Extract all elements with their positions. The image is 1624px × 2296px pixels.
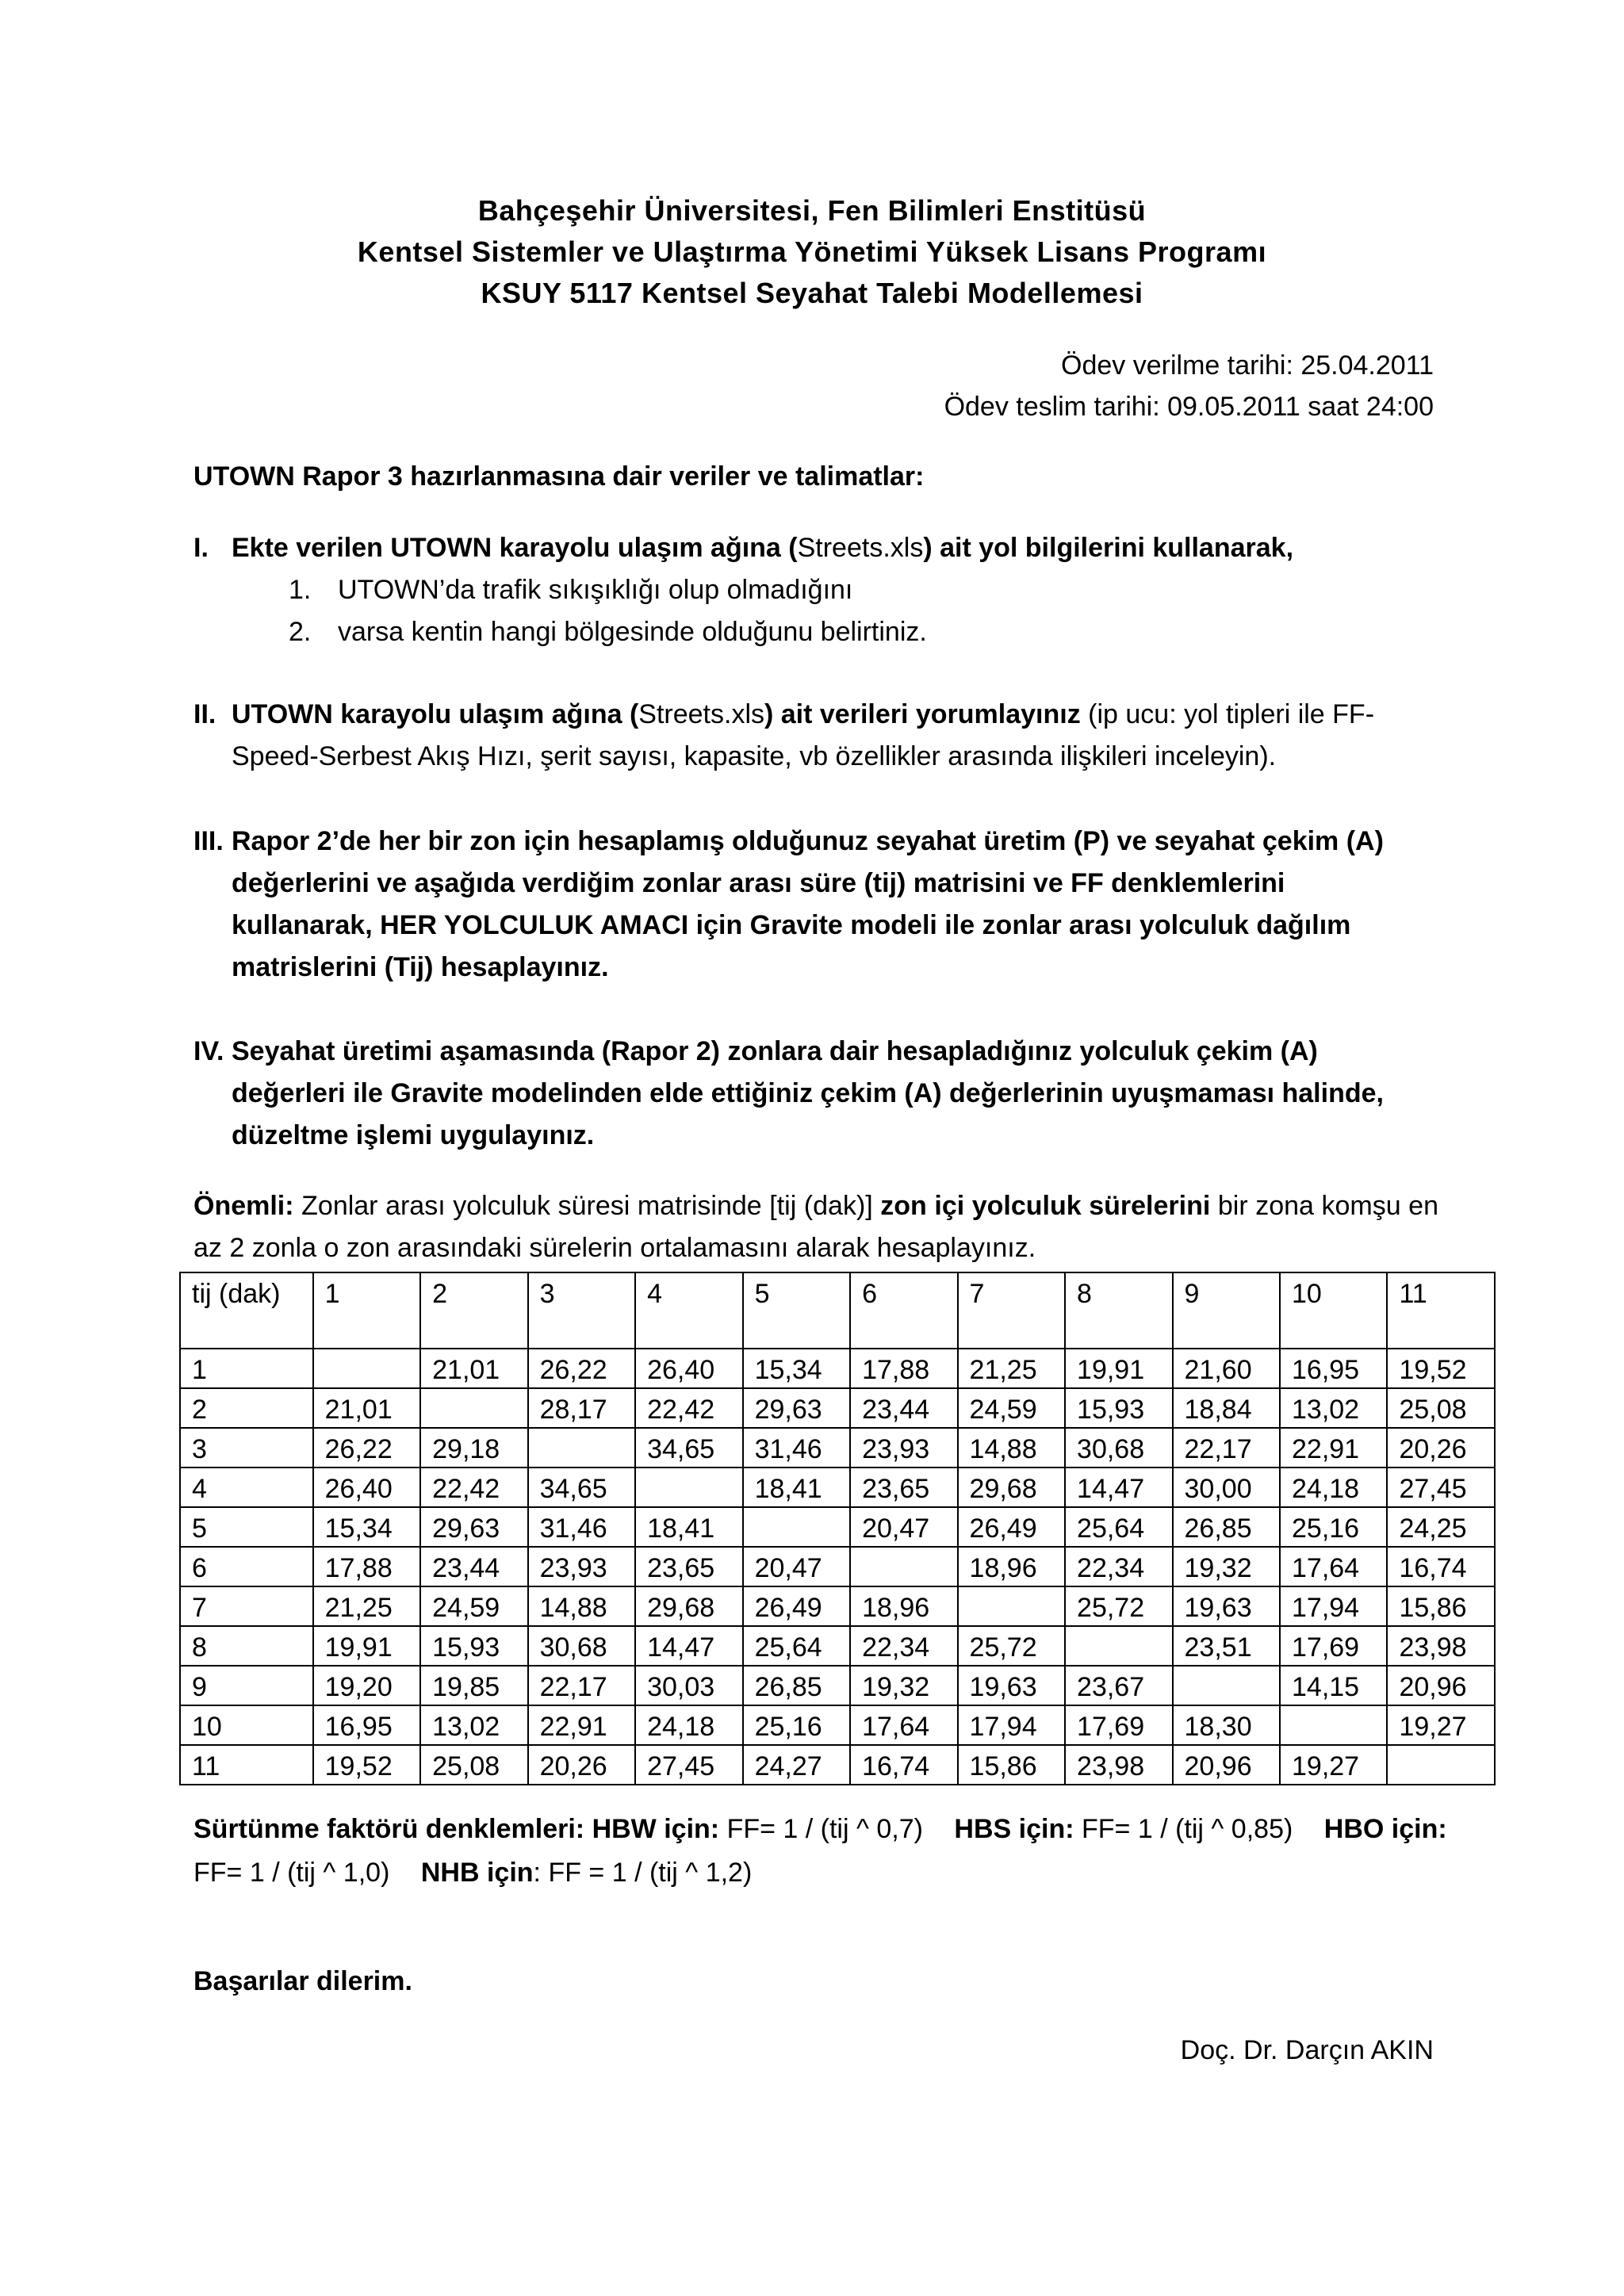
table-cell: 31,46 (743, 1428, 850, 1468)
table-cell: 25,08 (420, 1745, 527, 1785)
table-cell: 19,27 (1280, 1745, 1387, 1785)
hbs-label: HBS için: (954, 1814, 1074, 1844)
table-cell: 15,86 (1387, 1586, 1495, 1626)
note-emphasis: zon içi yolculuk sürelerini (880, 1191, 1211, 1221)
list-text: UTOWN’da trafik sıkışıklığı olup olmadığını (338, 575, 853, 605)
table-cell: 22,34 (850, 1626, 957, 1666)
table-cell: 25,16 (1280, 1507, 1387, 1547)
table-cell: 18,30 (1173, 1705, 1280, 1745)
table-cell: 23,93 (850, 1428, 957, 1468)
hbs-equation: FF= 1 / (tij ^ 0,85) (1082, 1814, 1293, 1844)
table-cell: 17,88 (850, 1349, 957, 1388)
table-cell (1065, 1626, 1172, 1666)
header-course: KSUY 5117 Kentsel Seyahat Talebi Modellemesi (481, 277, 1143, 309)
table-cell: 20,96 (1173, 1745, 1280, 1785)
table-cell: 23,98 (1065, 1745, 1172, 1785)
table-cell: 26,49 (958, 1507, 1065, 1547)
row-header: 4 (180, 1468, 313, 1507)
table-cell: 30,68 (528, 1626, 635, 1666)
row-header: 5 (180, 1507, 313, 1547)
table-cell: 17,64 (1280, 1547, 1387, 1586)
row-header: 3 (180, 1428, 313, 1468)
section-2 (193, 694, 1431, 778)
table-row (180, 1666, 1495, 1705)
column-header: 1 (313, 1272, 420, 1349)
table-cell: 19,52 (313, 1745, 420, 1785)
intro-heading: UTOWN Rapor 3 hazırlanmasına dair veriler ve talimatlar: (193, 461, 925, 492)
section-text: UTOWN karayolu ulaşım ağına ( (232, 699, 639, 729)
table-cell: 21,25 (313, 1586, 420, 1626)
table-cell: 26,22 (528, 1349, 635, 1388)
table-cell (743, 1507, 850, 1547)
note-label: Önemli: (193, 1191, 294, 1221)
table-cell: 16,95 (1280, 1349, 1387, 1388)
table-row (180, 1626, 1495, 1666)
nhb-label: NHB için (420, 1858, 534, 1888)
table-cell: 34,65 (528, 1468, 635, 1507)
table-cell: 19,85 (420, 1666, 527, 1705)
column-header: 7 (958, 1272, 1065, 1349)
list-item (193, 611, 1431, 653)
table-cell (1173, 1666, 1280, 1705)
section-4 (193, 1031, 1431, 1157)
table-cell (528, 1428, 635, 1468)
table-cell: 27,45 (635, 1745, 742, 1785)
table-cell: 19,27 (1387, 1705, 1495, 1745)
signature: Doç. Dr. Darçın AKIN (1180, 2035, 1434, 2065)
table-cell: 29,63 (743, 1388, 850, 1428)
table-corner-cell: tij (dak) (180, 1272, 313, 1349)
table-cell: 25,16 (743, 1705, 850, 1745)
table-cell: 21,01 (420, 1349, 527, 1388)
table-cell: 14,15 (1280, 1666, 1387, 1705)
table-header-row (180, 1272, 1495, 1349)
column-header: 2 (420, 1272, 527, 1349)
table-cell: 16,74 (850, 1745, 957, 1785)
column-header: 5 (743, 1272, 850, 1349)
file-name: Streets.xls (638, 699, 764, 729)
row-header: 8 (180, 1626, 313, 1666)
table-cell: 20,26 (528, 1745, 635, 1785)
section-3 (193, 821, 1431, 989)
table-cell: 24,25 (1387, 1507, 1495, 1547)
table-cell: 30,03 (635, 1666, 742, 1705)
table-cell: 20,47 (850, 1507, 957, 1547)
table-cell: 19,32 (850, 1666, 957, 1705)
table-cell: 25,64 (743, 1626, 850, 1666)
table-cell: 22,42 (635, 1388, 742, 1428)
table-cell: 28,17 (528, 1388, 635, 1428)
header-program: Kentsel Sistemler ve Ulaştırma Yönetimi Yüksek Lisans Programı (357, 235, 1267, 268)
table-cell: 22,42 (420, 1468, 527, 1507)
table-cell: 22,17 (528, 1666, 635, 1705)
table-cell: 15,93 (1065, 1388, 1172, 1428)
table-cell: 27,45 (1387, 1468, 1495, 1507)
row-header: 9 (180, 1666, 313, 1705)
column-header: 11 (1387, 1272, 1495, 1349)
column-header: 4 (635, 1272, 742, 1349)
table-cell: 25,72 (1065, 1586, 1172, 1626)
table-cell: 17,88 (313, 1547, 420, 1586)
table-cell: 17,94 (1280, 1586, 1387, 1626)
section-text: ) ait verileri yorumlayınız (764, 699, 1081, 729)
sub-list (193, 569, 1431, 653)
table-cell: 25,08 (1387, 1388, 1495, 1428)
table-cell: 26,40 (313, 1468, 420, 1507)
table-cell (420, 1388, 527, 1428)
section-text: ) ait yol bilgilerini kullanarak, (923, 533, 1294, 563)
table-cell: 21,01 (313, 1388, 420, 1428)
column-header: 8 (1065, 1272, 1172, 1349)
table-cell: 23,65 (635, 1547, 742, 1586)
table-cell: 19,32 (1173, 1547, 1280, 1586)
table-cell (958, 1586, 1065, 1626)
table-cell: 14,88 (958, 1428, 1065, 1468)
friction-factor-equations (193, 1808, 1462, 1895)
table-cell: 29,68 (635, 1586, 742, 1626)
table-cell: 15,93 (420, 1626, 527, 1666)
table-cell: 17,94 (958, 1705, 1065, 1745)
table-cell: 24,18 (1280, 1468, 1387, 1507)
table-cell: 17,64 (850, 1705, 957, 1745)
section-1 (193, 527, 1431, 653)
table-row (180, 1428, 1495, 1468)
table-cell: 23,93 (528, 1547, 635, 1586)
table-cell: 29,68 (958, 1468, 1065, 1507)
table-cell: 22,91 (528, 1705, 635, 1745)
table-cell: 19,63 (958, 1666, 1065, 1705)
hbo-label: HBO için: (1323, 1814, 1447, 1844)
table-cell: 20,96 (1387, 1666, 1495, 1705)
column-header: 9 (1173, 1272, 1280, 1349)
table-row (180, 1547, 1495, 1586)
friction-label: Sürtünme faktörü denklemleri: (193, 1814, 585, 1844)
table-cell (1387, 1745, 1495, 1785)
table-cell (635, 1468, 742, 1507)
table-cell: 31,46 (528, 1507, 635, 1547)
row-header: 7 (180, 1586, 313, 1626)
travel-time-matrix (179, 1272, 1496, 1785)
note-text: bir zona komşu en az 2 zonla o zon arasındaki sürelerin ortalamasını alarak hesaplayınız. (193, 1191, 1438, 1263)
table-cell: 18,41 (635, 1507, 742, 1547)
table-cell: 14,47 (635, 1626, 742, 1666)
date-given: Ödev verilme tarihi: 25.04.2011 (1061, 350, 1434, 381)
table-cell: 23,44 (420, 1547, 527, 1586)
row-header: 6 (180, 1547, 313, 1586)
table-cell: 26,40 (635, 1349, 742, 1388)
table-cell: 13,02 (420, 1705, 527, 1745)
table-cell: 23,67 (1065, 1666, 1172, 1705)
section-number: III. (193, 826, 224, 856)
table-row (180, 1388, 1495, 1428)
table-cell: 15,34 (743, 1349, 850, 1388)
table-cell: 14,88 (528, 1586, 635, 1626)
row-header: 10 (180, 1705, 313, 1745)
table-cell: 22,34 (1065, 1547, 1172, 1586)
table-cell: 24,59 (958, 1388, 1065, 1428)
section-number: II. (193, 699, 216, 729)
hbw-equation: FF= 1 / (tij ^ 0,7) (726, 1814, 923, 1844)
column-header: 6 (850, 1272, 957, 1349)
section-number: I. (193, 533, 209, 563)
table-cell: 22,91 (1280, 1428, 1387, 1468)
important-note (193, 1185, 1438, 1269)
column-header: 3 (528, 1272, 635, 1349)
table-cell: 19,63 (1173, 1586, 1280, 1626)
header-university: Bahçeşehir Üniversitesi, Fen Bilimleri Enstitüsü (477, 194, 1147, 227)
table-cell: 30,68 (1065, 1428, 1172, 1468)
table-cell: 19,52 (1387, 1349, 1495, 1388)
table-cell: 29,63 (420, 1507, 527, 1547)
table-cell: 24,18 (635, 1705, 742, 1745)
closing-remark: Başarılar dilerim. (193, 1966, 412, 1996)
list-text: varsa kentin hangi bölgesinde olduğunu belirtiniz. (338, 617, 927, 647)
table-cell: 22,17 (1173, 1428, 1280, 1468)
row-header: 2 (180, 1388, 313, 1428)
table-cell: 15,86 (958, 1745, 1065, 1785)
table-row (180, 1349, 1495, 1388)
table-row (180, 1468, 1495, 1507)
assignment-dates (944, 345, 1434, 427)
document-header (0, 190, 1624, 314)
table-cell: 23,65 (850, 1468, 957, 1507)
column-header: 10 (1280, 1272, 1387, 1349)
table-row (180, 1586, 1495, 1626)
table-cell: 18,96 (850, 1586, 957, 1626)
row-header: 1 (180, 1349, 313, 1388)
table-cell: 29,18 (420, 1428, 527, 1468)
table-cell: 19,91 (1065, 1349, 1172, 1388)
table-cell: 25,72 (958, 1626, 1065, 1666)
section-text: Ekte verilen UTOWN karayolu ulaşım ağına ( (232, 533, 798, 563)
section-hint: (ip ucu: yol tipleri ile FF-Speed-Serbest Akış Hızı, şerit sayısı, kapasite, vb özellikler arasında ilişkileri inceleyin). (232, 699, 1375, 771)
section-text: Rapor 2’de her bir zon için hesaplamış olduğunuz seyahat üretim (P) ve seyahat çekim (A) değerlerini ve aşağıda verdiğim zonlar arası süre (tij) matrisini ve FF denklemlerini kullanarak, HER YOLCULUK AMACI için Gravite modeli ile zonlar arası yolculuk dağılım matrislerini (Tij) hesaplayınız. (232, 826, 1384, 982)
table-cell: 30,00 (1173, 1468, 1280, 1507)
list-item (193, 569, 1431, 611)
table-cell: 20,26 (1387, 1428, 1495, 1468)
hbo-equation: FF= 1 / (tij ^ 1,0) (193, 1858, 390, 1888)
file-name: Streets.xls (797, 533, 924, 563)
table-cell: 21,25 (958, 1349, 1065, 1388)
table-cell: 18,41 (743, 1468, 850, 1507)
table-cell: 20,47 (743, 1547, 850, 1586)
list-number: 2. (289, 617, 312, 647)
table-row (180, 1507, 1495, 1547)
table-row (180, 1745, 1495, 1785)
table-cell: 23,98 (1387, 1626, 1495, 1666)
table-cell: 24,27 (743, 1745, 850, 1785)
table-cell: 24,59 (420, 1586, 527, 1626)
table-cell: 34,65 (635, 1428, 742, 1468)
row-header: 11 (180, 1745, 313, 1785)
table-cell: 26,85 (1173, 1507, 1280, 1547)
table-cell: 18,84 (1173, 1388, 1280, 1428)
hbw-label: HBW için: (592, 1814, 720, 1844)
table-cell: 23,51 (1173, 1626, 1280, 1666)
table-cell: 15,34 (313, 1507, 420, 1547)
table-cell: 14,47 (1065, 1468, 1172, 1507)
section-number: IV. (193, 1036, 224, 1066)
note-text: Zonlar arası yolculuk süresi matrisinde [tij (dak)] (293, 1191, 881, 1221)
table-cell: 25,64 (1065, 1507, 1172, 1547)
table-cell: 26,85 (743, 1666, 850, 1705)
table-cell (313, 1349, 420, 1388)
table-cell: 16,95 (313, 1705, 420, 1745)
table-row (180, 1705, 1495, 1745)
table-cell: 19,20 (313, 1666, 420, 1705)
date-due: Ödev teslim tarihi: 09.05.2011 saat 24:00 (944, 392, 1434, 422)
table-cell: 13,02 (1280, 1388, 1387, 1428)
table-cell: 23,44 (850, 1388, 957, 1428)
table-cell: 17,69 (1065, 1705, 1172, 1745)
table-cell: 26,22 (313, 1428, 420, 1468)
list-number: 1. (289, 575, 312, 605)
table-cell: 21,60 (1173, 1349, 1280, 1388)
table-cell (850, 1547, 957, 1586)
table-cell: 16,74 (1387, 1547, 1495, 1586)
table-cell: 17,69 (1280, 1626, 1387, 1666)
table-cell: 26,49 (743, 1586, 850, 1626)
table-cell: 19,91 (313, 1626, 420, 1666)
table-cell (1280, 1705, 1387, 1745)
nhb-equation: : FF = 1 / (tij ^ 1,2) (533, 1858, 753, 1888)
table-cell: 18,96 (958, 1547, 1065, 1586)
section-text: Seyahat üretimi aşamasında (Rapor 2) zonlara dair hesapladığınız yolculuk çekim (A) değerleri ile Gravite modelinden elde ettiğiniz çekim (A) değerlerinin uyuşmaması halinde, düzeltme işlemi uygulayınız. (232, 1036, 1384, 1150)
